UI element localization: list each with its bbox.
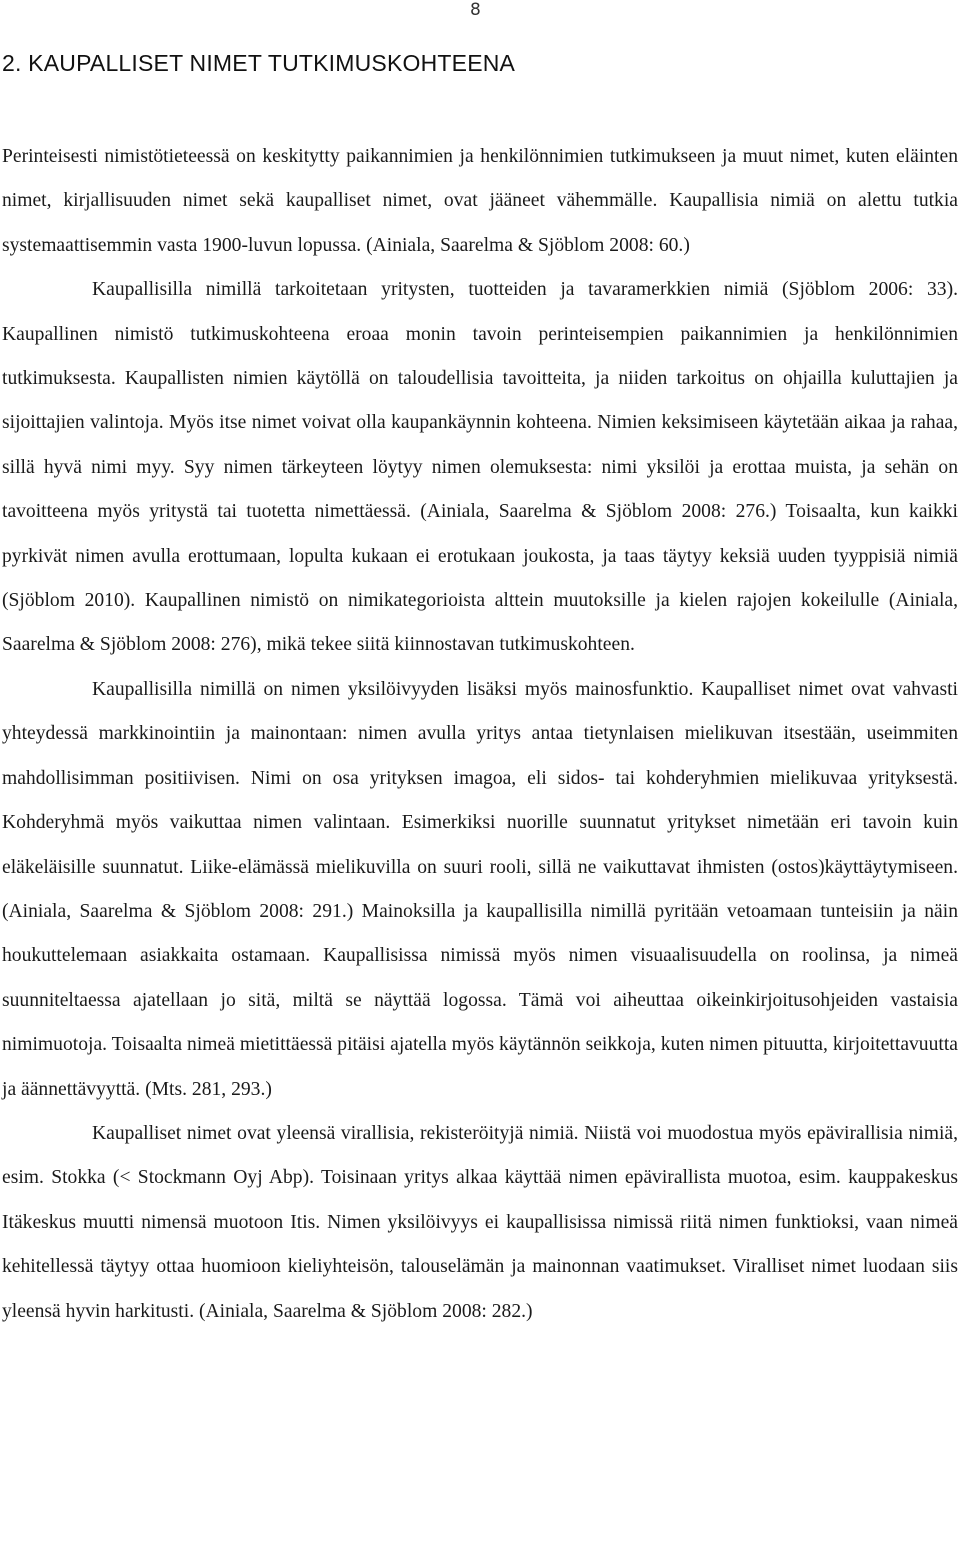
paragraph: Kaupallisilla nimillä tarkoitetaan yritysten, tuotteiden ja tavaramerkkien nimiä (Sjöblom 2006: 33). Kaupallinen nimistö tutkimuskohteena eroaa monin tavoin perinteisempien paikannimien ja henkilönnimien tutkimuksesta. Kaupallisten nimien käytöllä on taloudellisia tavoitteita, ja niiden tarkoitus on ohjailla kuluttajien ja sijoittajien valintoja. Myös itse nimet voivat olla kaupankäynnin kohteena. Nimien keksimiseen käytetään aikaa ja rahaa, sillä hyvä nimi myy. Syy nimen tärkeyteen löytyy nimen olemuksesta: nimi yksilöi ja erottaa muista, ja sehän on tavoitteena myös yritystä tai tuotetta nimettäessä. (Ainiala, Saarelma & Sjöblom 2008: 276.) Toisaalta, kun kaikki pyrkivät nimen avulla erottumaan, lopulta kukaan ei erotukaan joukosta, ja taas täytyy keksiä uuden tyyppisiä nimiä (Sjöblom 2010). Kaupallinen nimistö on nimikategorioista alttein muutoksille ja kielen rajojen kokeilulle (Ainiala, Saarelma & Sjöblom 2008: 276), mikä tekee siitä kiinnostavan tutkimuskohteen. <box>2 279 958 656</box>
body-text <box>2 135 958 1334</box>
paragraph: Perinteisesti nimistötieteessä on keskitytty paikannimien ja henkilönnimien tutkimukseen ja muut nimet, kuten eläinten nimet, kirjallisuuden nimet sekä kaupalliset nimet, ovat jääneet vähemmälle. Kaupallisia nimiä on alettu tutkia systemaattisemmin vasta 1900-luvun lopussa. (Ainiala, Saarelma & Sjöblom 2008: 60.) <box>2 146 958 256</box>
chapter-title: 2. KAUPALLISET NIMET TUTKIMUSKOHTEENA <box>2 50 516 76</box>
page-number: 8 <box>470 0 481 20</box>
paragraph: Kaupalliset nimet ovat yleensä virallisia, rekisteröityjä nimiä. Niistä voi muodostua myös epävirallisia nimiä, esim. Stokka (< Stockmann Oyj Abp). Toisinaan yritys alkaa käyttää nimen epävirallista muotoa, esim. kauppakeskus Itäkeskus muutti nimensä muotoon Itis. Nimen yksilöivyys ei kaupallisissa nimissä riitä nimen funktioksi, vaan nimeä kehitellessä täytyy ottaa huomioon kieliyhteisön, talouselämän ja mainonnan vaatimukset. Viralliset nimet luodaan siis yleensä hyvin harkitusti. (Ainiala, Saarelma & Sjöblom 2008: 282.) <box>2 1122 958 1322</box>
paragraph: Kaupallisilla nimillä on nimen yksilöivyyden lisäksi myös mainosfunktio. Kaupalliset nimet ovat vahvasti yhteydessä markkinointiin ja mainontaan: nimen avulla yritys antaa tietynlaisen mielikuvan itsestään, useimmiten mahdollisimman positiivisen. Nimi on osa yrityksen imagoa, eli sidos- tai kohderyhmien mielikuvaa yrityksestä. Kohderyhmä myös vaikuttaa nimen valintaan. Esimerkiksi nuorille suunnatut yritykset nimetään eri tavoin kuin eläkeläisille suunnatut. Liike-elämässä mielikuvilla on suuri rooli, sillä ne vaikuttavat ihmisten (ostos)käyttäytymiseen. (Ainiala, Saarelma & Sjöblom 2008: 291.) Mainoksilla ja kaupallisilla nimillä pyritään vetoamaan tunteisiin ja näin houkuttelemaan asiakkaita ostamaan. Kaupallisissa nimissä myös nimen visuaalisuudella on roolinsa, ja nimeä suunniteltaessa ajatellaan jo sitä, miltä se näyttää logossa. Tämä voi aiheuttaa oikeinkirjoitusohjeiden vastaisia nimimuotoja. Toisaalta nimeä mietittäessä pitäisi ajatella myös käytännön seikkoja, kuten nimen pituutta, kirjoitettavuutta ja äännettävyyttä. (Mts. 281, 293.) <box>2 678 958 1100</box>
